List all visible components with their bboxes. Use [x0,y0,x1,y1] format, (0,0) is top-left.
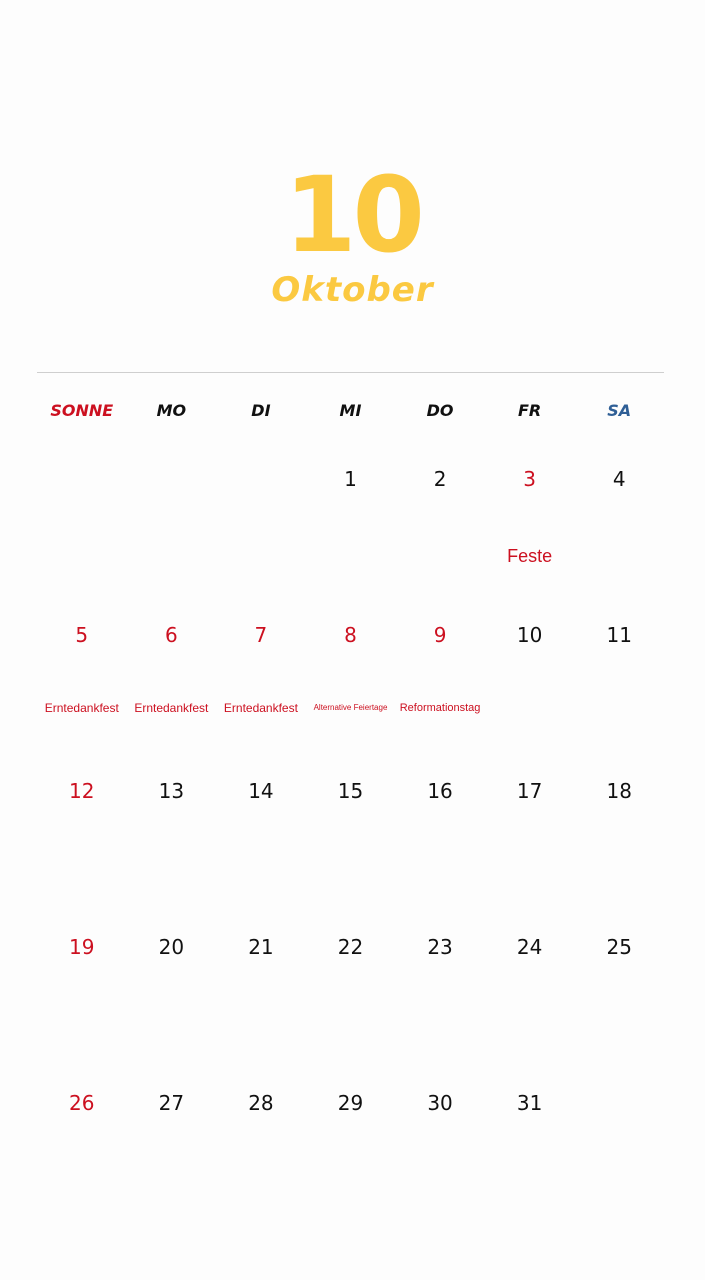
day-cell[interactable] [395,601,485,757]
day-number: 10 [516,623,543,647]
day-number: 9 [433,623,447,647]
day-number: 14 [248,779,274,803]
day-number: 20 [158,935,185,959]
day-cell[interactable] [574,913,664,1069]
day-number: 11 [606,623,632,647]
weekday-wednesday: MI [339,401,362,420]
day-cell[interactable] [485,445,575,601]
day-number: 28 [248,1091,274,1115]
day-cell[interactable] [37,1069,127,1225]
day-cell [216,445,306,601]
day-number: 31 [516,1091,543,1115]
day-number: 17 [516,779,543,803]
holiday-label: Feste [507,546,553,566]
day-number: 16 [427,779,453,803]
weekday-sunday: SONNE [50,401,114,420]
day-cell[interactable] [395,1069,485,1225]
day-number: 21 [248,935,274,959]
day-cell[interactable] [485,1069,575,1225]
day-number: 7 [254,623,268,647]
weekday-friday: FR [518,401,542,420]
day-number: 2 [433,467,447,491]
day-number: 12 [69,779,95,803]
weekday-tuesday: DI [251,401,271,420]
day-number: 30 [427,1091,453,1115]
day-cell[interactable] [306,1069,396,1225]
holiday-label: Erntedankfest [134,701,209,715]
day-cell[interactable] [216,757,306,913]
day-cell[interactable] [127,1069,217,1225]
day-cell[interactable] [127,913,217,1069]
weekday-monday: MO [156,401,187,420]
day-cell [574,1069,664,1225]
day-cell[interactable] [37,757,127,913]
day-cell [127,445,217,601]
day-number: 1 [344,467,357,491]
day-cell[interactable] [37,601,127,757]
day-cell[interactable] [485,913,575,1069]
month-name: Oktober [271,270,434,310]
day-cell[interactable] [306,913,396,1069]
weekday-header-row [37,397,664,425]
day-cell[interactable] [395,913,485,1069]
day-number: 26 [69,1091,95,1115]
weekday-saturday: SA [607,401,632,420]
day-cell[interactable] [395,757,485,913]
day-cell[interactable] [216,1069,306,1225]
holiday-label: Erntedankfest [223,701,298,715]
day-cell[interactable] [216,913,306,1069]
day-number: 13 [158,779,185,803]
day-number: 19 [69,935,95,959]
day-number: 5 [75,623,89,647]
day-number: 15 [337,779,364,803]
day-cell[interactable] [306,601,396,757]
calendar-grid [37,445,664,1225]
month-number: 10 [284,154,421,276]
day-number: 25 [606,935,632,959]
day-cell[interactable] [485,601,575,757]
holiday-label: Erntedankfest [44,701,119,715]
day-cell[interactable] [306,757,396,913]
weekday-thursday: DO [426,401,454,420]
day-cell[interactable] [306,445,396,601]
day-number: 18 [606,779,632,803]
day-number: 8 [344,623,357,647]
day-cell[interactable] [574,757,664,913]
day-cell[interactable] [216,601,306,757]
holiday-label: Reformationstag [399,702,481,714]
day-cell[interactable] [127,757,217,913]
day-number: 3 [523,467,536,491]
day-cell [37,445,127,601]
day-cell[interactable] [395,445,485,601]
day-number: 6 [164,623,178,647]
day-cell[interactable] [127,601,217,757]
holiday-label: Alternative Feiertage [313,703,388,712]
header-divider [37,372,664,373]
day-number: 24 [516,935,543,959]
day-number: 27 [158,1091,185,1115]
day-cell[interactable] [574,445,664,601]
day-number: 23 [427,935,453,959]
day-cell[interactable] [37,913,127,1069]
day-number: 4 [612,467,626,491]
day-cell[interactable] [485,757,575,913]
day-number: 22 [337,935,364,959]
day-cell[interactable] [574,601,664,757]
day-number: 29 [337,1091,364,1115]
